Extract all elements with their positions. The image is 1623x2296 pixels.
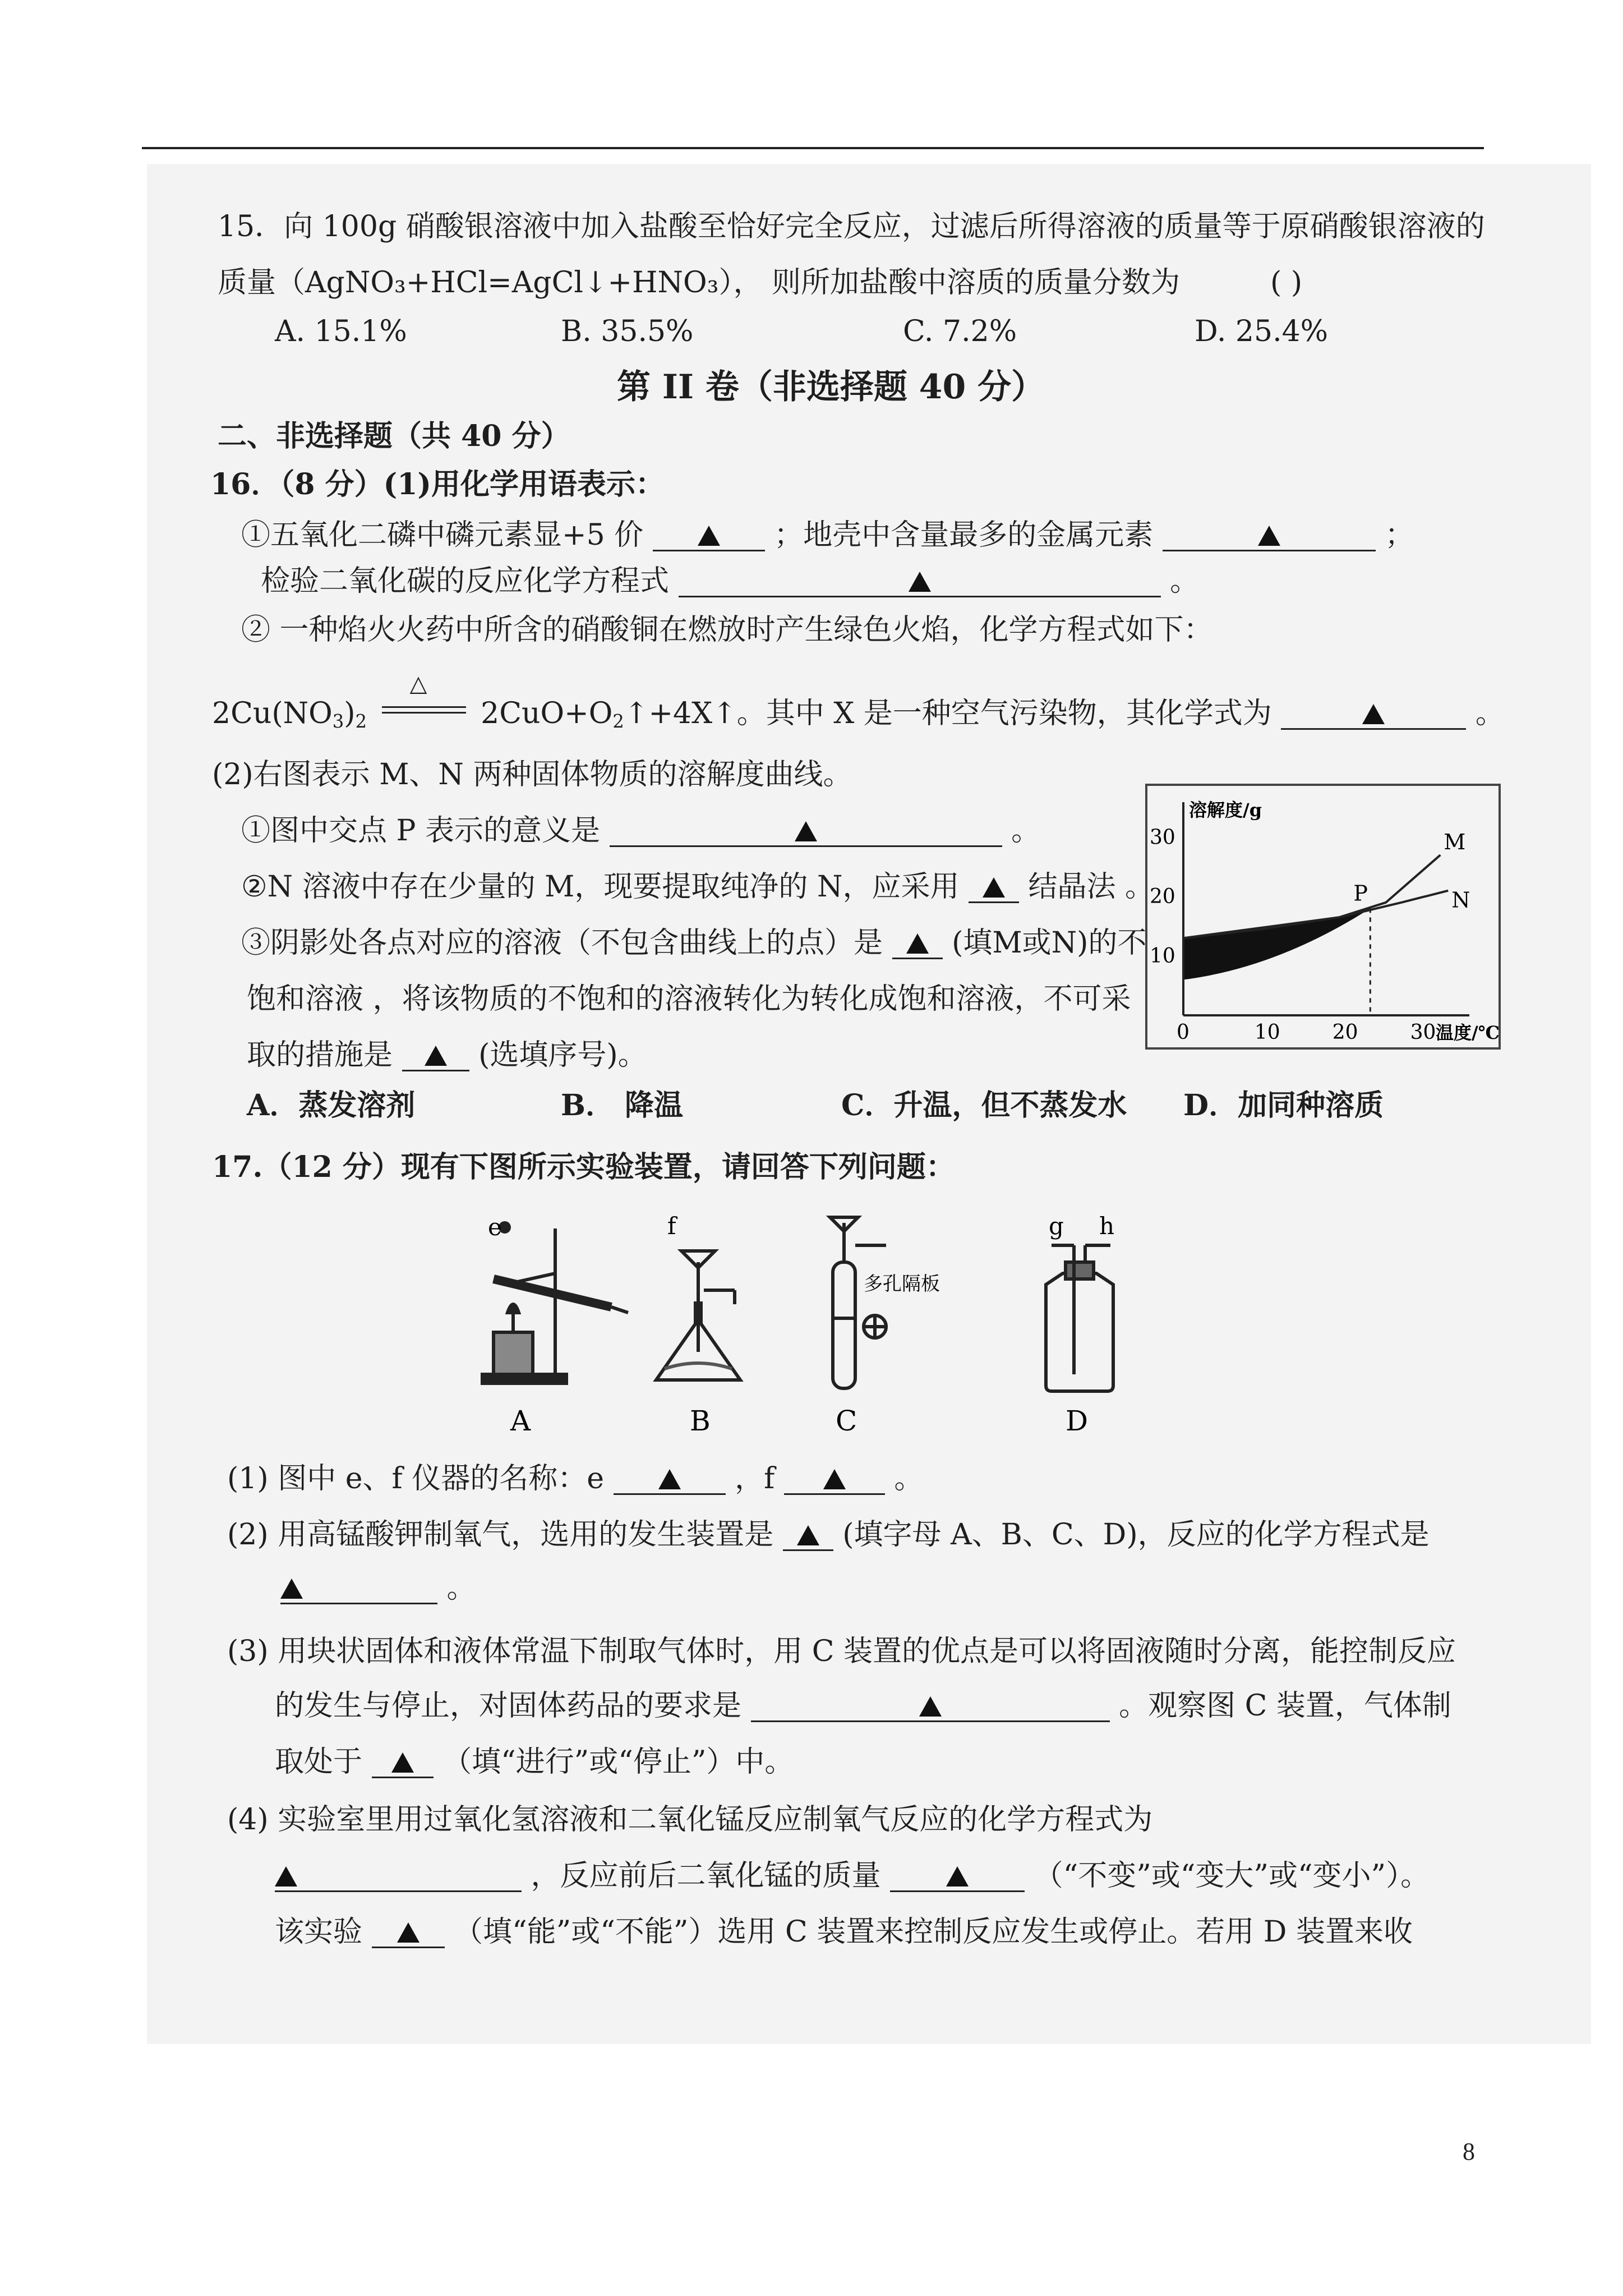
q15-bracket: ( ): [1270, 266, 1303, 300]
point-p-label: P: [1353, 881, 1368, 906]
q16-line2-text-b: ；地壳中含量最多的金属元素: [774, 518, 1154, 552]
q16-q3-text: ③阴影处各点对应的溶液（不包含曲线上的点）是: [241, 926, 883, 960]
q17-q2-line2: 。: [280, 1573, 476, 1604]
answer-marker-icon: [658, 1469, 681, 1489]
q16-line1: 16．（8 分）(1)用化学用语表示：: [210, 467, 665, 501]
answer-marker-icon: [797, 1525, 819, 1545]
q16-line2-text-a: ①五氧化二磷中磷元素显+5 价: [241, 518, 644, 552]
q17-q1: (1) 图中 e、f 仪器的名称：e ，f 。: [227, 1462, 924, 1496]
part2-title: 第 II 卷（非选择题 40 分）: [617, 367, 1045, 407]
apparatus-label-a: A: [510, 1405, 531, 1437]
heat-arrow: [376, 671, 472, 726]
q17-blank-e[interactable]: [614, 1464, 726, 1495]
eq-subscript: 2: [355, 711, 367, 733]
eq-subscript: 2: [612, 711, 624, 733]
answer-marker-icon: [1362, 704, 1385, 724]
chart-frame: [1146, 785, 1500, 1048]
answer-marker-icon: [919, 1696, 942, 1717]
q17-q2-tail: (填字母 A、B、C、D)，反应的化学方程式是: [842, 1518, 1430, 1552]
q15-line2-text: 质量（AgNO₃+HCl=AgCl↓+HNO₃）， 则所加盐酸中溶质的质量分数为: [218, 266, 1180, 300]
q16-q1: ①图中交点 P 表示的意义是 。: [241, 814, 1041, 848]
q17-blank-device[interactable]: [783, 1520, 833, 1551]
q15-option-d: D. 25.4%: [1195, 315, 1329, 348]
header-rule: [142, 147, 1484, 149]
solubility-chart: [1144, 783, 1503, 1052]
q17-intro: 17.（12 分）现有下图所示实验装置，请回答下列问题：: [212, 1150, 955, 1184]
q17-blank-kmno4-equation[interactable]: [280, 1573, 437, 1604]
q16-line4: ② 一种焰火火药中所含的硝酸铜在燃放时产生绿色火焰，化学方程式如下：: [241, 613, 1213, 647]
answer-marker-icon: [946, 1866, 969, 1887]
q16-q3-tail: (填M或N)的不: [952, 926, 1147, 960]
apparatus-label-d: D: [1066, 1405, 1089, 1437]
q17-q4-line3-text: 该实验: [275, 1915, 363, 1949]
x-tick-label: 20: [1332, 1021, 1358, 1044]
q16-line3: 检验二氧化碳的反应化学方程式 。: [261, 564, 1200, 598]
page-number: 8: [1463, 2138, 1475, 2165]
apparatus-label-e: e: [488, 1213, 502, 1241]
q17-q3-line2-text: 的发生与停止，对固体药品的要求是: [275, 1689, 742, 1723]
q16-blank-measure[interactable]: [402, 1041, 469, 1071]
q16-blank-metal[interactable]: [1163, 521, 1376, 551]
q17-q3-line3: [275, 1747, 794, 1778]
q16-q3-line3-tail: (选填序号)。: [478, 1038, 647, 1072]
q16-q3-line3-text: 取的措施是: [247, 1038, 393, 1072]
q17-blank-f[interactable]: [784, 1464, 885, 1495]
apparatus-figure: [471, 1206, 1189, 1442]
part2-subtitle: 二、非选择题（共 40 分）: [218, 419, 570, 453]
answer-marker-icon: [823, 1469, 846, 1489]
series-label-M: M: [1444, 830, 1466, 855]
q15-option-c: C. 7.2%: [903, 315, 1017, 348]
heat-icon: △: [409, 671, 427, 697]
answer-marker-icon: [425, 1046, 447, 1066]
apparatus-label-g: g: [1049, 1212, 1064, 1240]
q16-q2: [241, 872, 1154, 903]
q16-option-a: A．蒸发溶剂: [247, 1088, 416, 1122]
q16-blank-co2-equation[interactable]: [679, 567, 1161, 597]
q17-q3-line3-text: 取处于: [275, 1745, 363, 1779]
q16-blank-formula-x[interactable]: [1281, 699, 1466, 730]
answer-marker-icon: [983, 877, 1005, 898]
answer-marker-icon: [795, 821, 817, 841]
apparatus-label-c: C: [836, 1405, 857, 1437]
q16-q2-text: ②N 溶液中存在少量的 M，现要提取纯净的 N，应采用: [241, 870, 960, 904]
q16-q2-tail: 结晶法 。: [1028, 870, 1155, 904]
q17-q4-line3: [275, 1917, 1413, 1948]
answer-marker-icon: [906, 933, 929, 954]
q17-q4-line2-tail: （“不变”或“变大”或“变小”）。: [1034, 1859, 1430, 1893]
q16-blank-point-p[interactable]: [610, 816, 1002, 847]
q15-option-b: B. 35.5%: [561, 315, 694, 348]
apparatus-a: [482, 1223, 628, 1383]
q16-option-b: B． 降温: [561, 1088, 684, 1122]
eq-tail: ↑+4X↑。其中 X 是一种空气污染物，其化学式为: [624, 697, 1272, 730]
x-axis-label: 温度/℃: [1436, 1022, 1500, 1043]
y-tick-label: 30: [1150, 826, 1175, 849]
apparatus-d: [1046, 1245, 1113, 1391]
y-axis-label: 溶解度/g: [1189, 799, 1262, 821]
y-tick-label: 10: [1150, 945, 1175, 968]
q16-q3-line2: 饱和溶液 ，将该物质的不饱和的溶液转化为转化成饱和溶液，不可采: [247, 982, 1131, 1016]
answer-marker-icon: [397, 1922, 419, 1943]
q17-blank-can-or-not[interactable]: [372, 1917, 445, 1948]
q17-q3-line2-tail: 。观察图 C 装置，气体制: [1119, 1689, 1451, 1723]
answer-marker-icon: [280, 1579, 303, 1599]
q16-blank-valence[interactable]: [653, 521, 765, 551]
q17-blank-mno2-mass[interactable]: [890, 1861, 1025, 1892]
q17-blank-h2o2-equation[interactable]: [275, 1861, 522, 1892]
answer-marker-icon: [698, 526, 720, 546]
q16-q3: [241, 928, 1146, 959]
q15-line1: 15．向 100g 硝酸银溶液中加入盐酸至恰好完全反应，过滤后所得溶液的质量等于原硝酸银溶液的: [218, 210, 1485, 243]
q17-q4-line3-tail: （填“能”或“不能”）选用 C 装置来控制反应发生或停止。若用 D 装置来收: [454, 1915, 1413, 1949]
answer-marker-icon: [275, 1866, 297, 1887]
q17-blank-state[interactable]: [372, 1747, 434, 1778]
q17-q4-line2: [275, 1861, 1430, 1892]
q17-q2: [227, 1520, 1430, 1551]
q17-q3: (3) 用块状固体和液体常温下制取气体时，用 C 装置的优点是可以将固液随时分离，能控制反应: [227, 1635, 1456, 1668]
apparatus-label-h: h: [1099, 1212, 1115, 1240]
q17-q2-text: (2) 用高锰酸钾制氧气，选用的发生装置是: [227, 1518, 774, 1552]
eq-close: ): [344, 697, 356, 730]
x-tick-label: 30: [1410, 1021, 1436, 1044]
answer-marker-icon: [909, 572, 931, 592]
q16-q1-text: ①图中交点 P 表示的意义是: [241, 814, 601, 848]
q16-blank-crystallize[interactable]: [969, 872, 1019, 903]
q16-blank-m-or-n[interactable]: [892, 928, 943, 959]
answer-marker-icon: [391, 1752, 414, 1773]
q16-option-d: D．加同种溶质: [1183, 1088, 1384, 1122]
shaded-region: [1183, 908, 1370, 979]
q17-q1-text: (1) 图中 e、f 仪器的名称：e: [227, 1462, 605, 1496]
porous-plate-label: 多孔隔板: [864, 1273, 940, 1295]
q17-q4: (4) 实验室里用过氧化氢溶液和二氧化锰反应制氧气反应的化学方程式为: [227, 1803, 1153, 1837]
apparatus-b: [656, 1251, 740, 1380]
apparatus-label-f: f: [667, 1212, 676, 1240]
series-label-N: N: [1451, 887, 1470, 913]
apparatus-label-b: B: [690, 1405, 711, 1437]
answer-marker-icon: [1258, 526, 1280, 546]
q16-part2-intro: (2)右图表示 M、N 两种固体物质的溶解度曲线。: [212, 758, 852, 792]
eq-product: 2CuO+O: [481, 697, 613, 730]
eq-reactant: 2Cu(NO: [212, 697, 333, 730]
x-tick-label: 0: [1177, 1021, 1189, 1044]
eq-subscript: 3: [332, 711, 344, 733]
q16-q3-line3: [247, 1038, 647, 1072]
apparatus-c: [830, 1217, 886, 1388]
q17-blank-solid-requirement[interactable]: [751, 1691, 1110, 1722]
y-tick-label: 20: [1150, 885, 1175, 909]
q15-option-a: A. 15.1%: [275, 315, 407, 348]
x-tick-label: 10: [1254, 1021, 1280, 1044]
q16-option-c: C．升温，但不蒸发水: [841, 1088, 1127, 1122]
q16-line2: ①五氧化二磷中磷元素显+5 价 ；地壳中含量最多的金属元素 ；: [241, 518, 1414, 552]
q16-line3-text: 检验二氧化碳的反应化学方程式: [261, 564, 670, 598]
q17-q1-mid: ，f: [735, 1462, 775, 1496]
q17-q3-line3-tail: （填“进行”或“停止”）中。: [442, 1745, 794, 1779]
q17-q3-line2: [275, 1691, 1451, 1722]
q16-equation: $2Cu(NO_3)_2$ △ $2CuO+O_2↑+4X↑$。其中 X 是一种空气污染物，其化学式为 。: [212, 671, 1505, 733]
q15-line2: [218, 266, 1180, 300]
q17-q4-line2-text: ，反应前后二氧化锰的质量: [531, 1859, 881, 1893]
